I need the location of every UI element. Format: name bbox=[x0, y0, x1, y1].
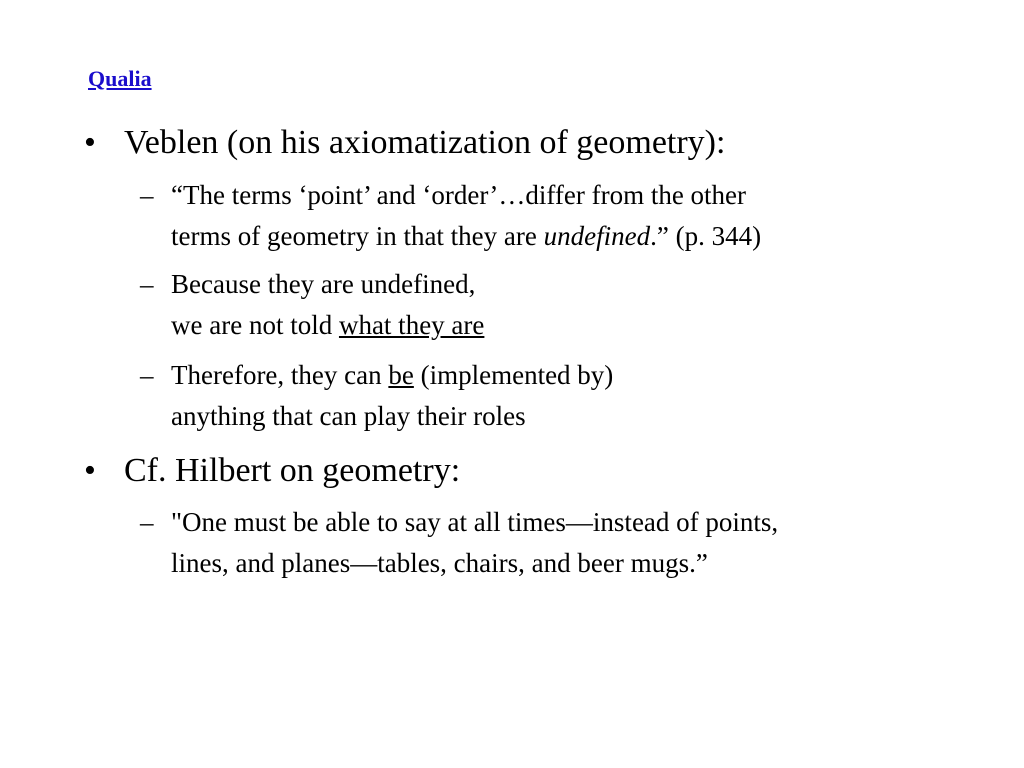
text-run: we are not told bbox=[171, 310, 339, 340]
text-run: terms of geometry in that they are bbox=[171, 221, 544, 251]
sub-bullet-line bbox=[171, 305, 484, 346]
sub-bullet-hilbert-quote bbox=[140, 502, 778, 584]
sub-bullet-line bbox=[171, 216, 761, 257]
bullet-text: Cf. Hilbert on geometry: bbox=[124, 452, 461, 489]
text-run: Therefore, they can bbox=[171, 360, 389, 390]
dash-marker: – bbox=[140, 180, 154, 210]
emphasis-undefined: undefined bbox=[543, 221, 651, 251]
dash-marker: – bbox=[140, 269, 154, 299]
sub-bullet-line: "One must be able to say at all times—instead of points, bbox=[171, 507, 779, 537]
sub-bullet-line: anything that can play their roles bbox=[171, 401, 526, 431]
bullet-marker: • bbox=[84, 452, 96, 489]
bullet-marker: • bbox=[84, 124, 96, 161]
underlined-what-they-are: what they are bbox=[338, 310, 485, 340]
sub-bullet-veblen-quote bbox=[140, 175, 761, 257]
sub-bullet-line: Because they are undefined, bbox=[171, 269, 476, 299]
sub-bullet-line: lines, and planes—tables, chairs, and beer mugs.” bbox=[171, 548, 708, 578]
sub-bullet-therefore bbox=[140, 355, 613, 437]
text-run: .” (p. 344) bbox=[650, 221, 762, 251]
title-link-qualia[interactable]: Qualia bbox=[88, 66, 152, 91]
dash-marker: – bbox=[140, 507, 154, 537]
sub-bullet-undefined bbox=[140, 264, 484, 346]
text-run: (implemented by) bbox=[413, 360, 614, 390]
bullet-text: Veblen (on his axiomatization of geometry): bbox=[124, 124, 726, 161]
bullet-hilbert bbox=[84, 450, 460, 492]
dash-marker: – bbox=[140, 360, 154, 390]
underlined-be: be bbox=[388, 360, 414, 390]
bullet-veblen bbox=[84, 122, 725, 164]
sub-bullet-line: “The terms ‘point’ and ‘order’…differ from the other bbox=[171, 180, 747, 210]
sub-bullet-line bbox=[171, 355, 613, 396]
